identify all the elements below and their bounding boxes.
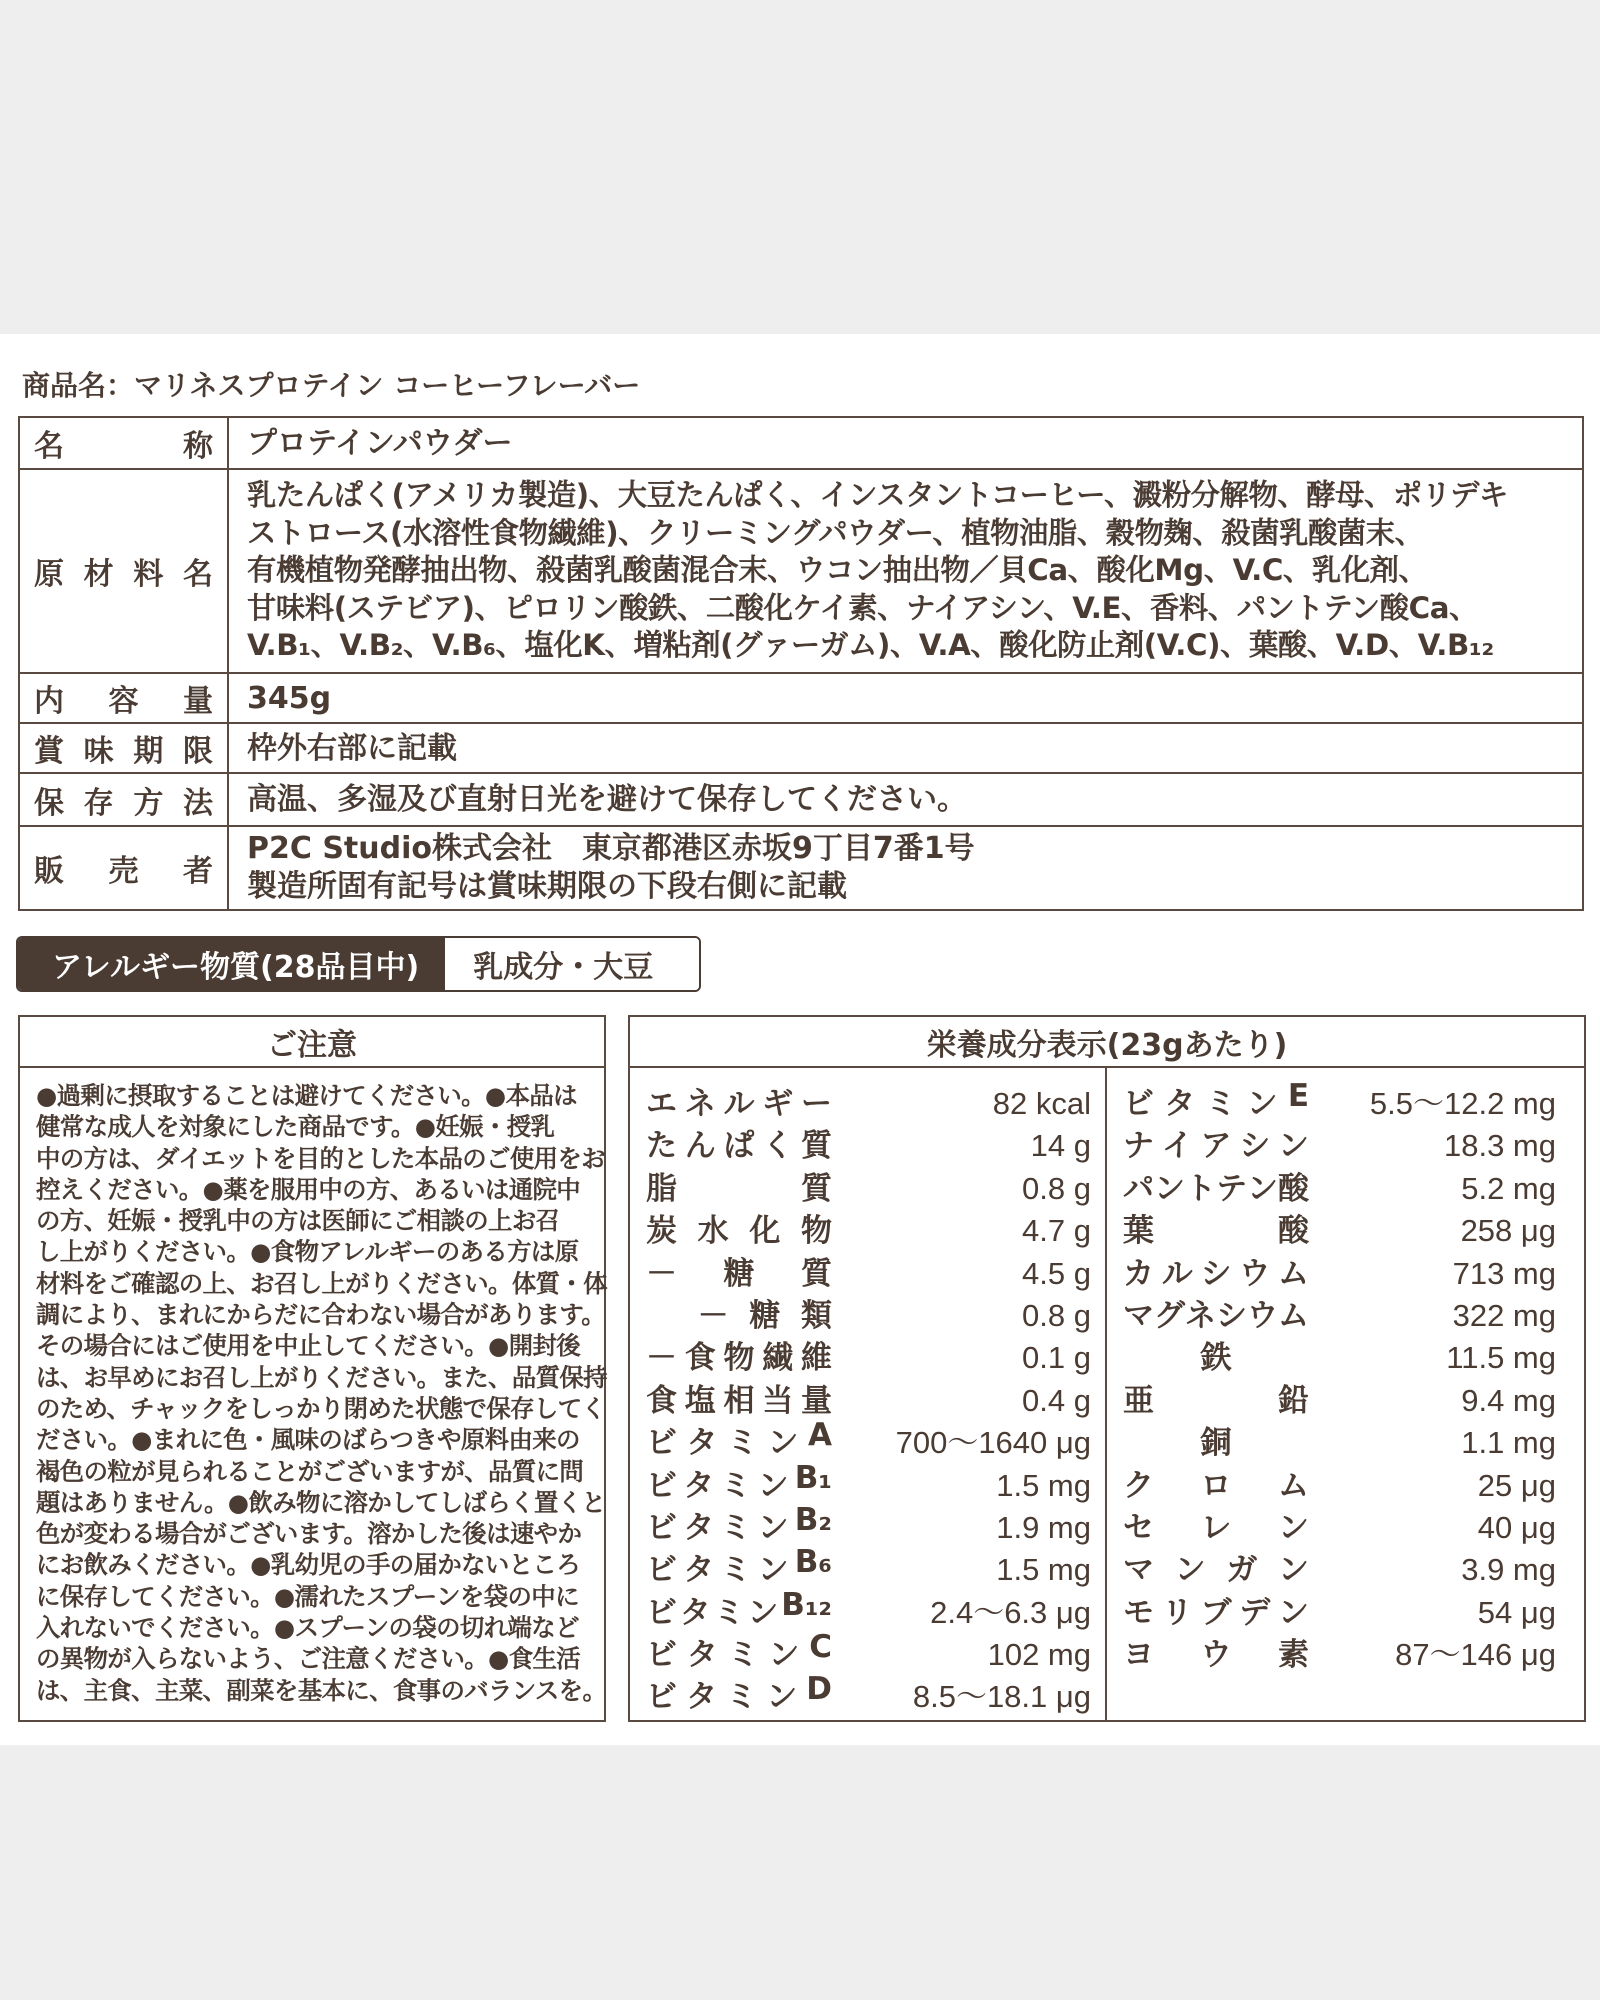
nutrition-row <box>1123 1629 1556 1674</box>
spec-label-char: 原 <box>34 557 64 592</box>
nutrient-name-char: ア <box>1200 1128 1232 1165</box>
nutrient-value: 258 μg <box>1460 1213 1556 1249</box>
nutrient-name <box>646 1460 832 1505</box>
nutrient-name-char: ウ <box>1200 1637 1232 1674</box>
nutrient-name-char: ン <box>1278 1128 1309 1165</box>
nutrient-name <box>1123 1544 1309 1589</box>
nutrient-name-char: ー <box>801 1086 832 1122</box>
notes-line: の方、妊娠・授乳中の方は医師にご相談の上お召 <box>36 1206 560 1236</box>
spec-value <box>228 417 1583 469</box>
nutrient-value: 9.4 mg <box>1461 1382 1556 1418</box>
spec-label-char: 量 <box>183 684 213 719</box>
spec-value-line: 有機植物発酵抽出物、殺菌乳酸菌混合末、ウコン抽出物／貝Ca、酸化Mg、V.C、乳化剤、 <box>247 553 1428 588</box>
nutrient-name-char: ミ <box>720 1467 752 1504</box>
nutrient-name <box>1123 1163 1309 1208</box>
nutrient-value: 1.9 mg <box>996 1509 1091 1545</box>
nutrient-name-char: － <box>646 1255 677 1292</box>
notes-line: ●過剰に摂取することは避けてください。●本品は <box>36 1081 577 1110</box>
nutrient-name-char: ガ <box>1226 1552 1258 1589</box>
nutrient-name-char: く <box>762 1128 794 1165</box>
spec-label <box>19 826 228 910</box>
nutrient-value: 40 μg <box>1477 1509 1556 1545</box>
spec-value-line: V.B₁、V.B₂、V.B₆、塩化K、増粘剤(グァーガム)、V.A、酸化防止剤(V.C)、葉酸、V.D、V.B₁₂ <box>247 628 1494 663</box>
nutrient-name-char: 類 <box>800 1297 832 1334</box>
nutrient-value: 18.3 mg <box>1443 1128 1556 1164</box>
nutrient-name-char: ウ <box>1239 1255 1271 1292</box>
nutrition-row <box>1123 1587 1556 1629</box>
spec-value-line: プロテインパウダー <box>247 425 513 461</box>
spec-value-line: 枠外右部に記載 <box>247 730 457 766</box>
nutrition-row <box>1123 1120 1556 1165</box>
spec-value <box>228 469 1583 673</box>
nutrient-name-char: 質 <box>801 1170 832 1207</box>
notes-line: ださい。●まれに色・風味のばらつきや原料由来の <box>36 1425 580 1455</box>
nutrient-value: 4.5 g <box>1022 1255 1091 1291</box>
nutrient-value: 1.1 mg <box>1461 1425 1556 1461</box>
nutrient-name-char: 量 <box>801 1382 832 1419</box>
nutrient-name-char: 糖 <box>749 1297 781 1334</box>
nutrient-name <box>646 1205 832 1250</box>
nutrient-name-char: ン <box>1154 1170 1185 1207</box>
nutrient-name-char <box>1123 1332 1154 1377</box>
nutrient-name-char: 亜 <box>1123 1382 1154 1419</box>
notes-line: は、お早めにお召し上がりください。また、品質保持 <box>36 1362 607 1392</box>
notes-box <box>18 1015 606 1722</box>
nutrition-row <box>646 1629 1091 1674</box>
nutrient-name <box>1123 1205 1309 1250</box>
nutrient-name-char: ン <box>1277 1552 1309 1589</box>
nutrient-name-char: 糖 <box>723 1255 755 1292</box>
notes-line: は、主食、主菜、副菜を基本に、食事のバランスを。 <box>36 1675 607 1705</box>
nutrient-name-char: ヨ <box>1123 1637 1154 1674</box>
nutrition-column-right <box>1107 1068 1584 1720</box>
nutrient-name-char: タ <box>683 1467 715 1504</box>
nutrient-name-char: 酸 <box>1278 1170 1309 1207</box>
nutrient-name-char: ビ <box>646 1637 677 1674</box>
nutrition-row <box>646 1375 1091 1417</box>
spec-label-char: 名 <box>34 429 64 464</box>
nutrient-name-char: ビ <box>646 1552 677 1589</box>
nutrient-name-char: シ <box>1216 1297 1247 1334</box>
notes-line: の異物が入らないよう、ご注意ください。●食生活 <box>36 1644 581 1674</box>
spec-label <box>19 417 228 469</box>
nutrient-value: 3.9 mg <box>1461 1552 1556 1588</box>
nutrient-value: 87〜146 μg <box>1395 1637 1556 1673</box>
nutrient-name-char: ト <box>1185 1170 1216 1207</box>
nutrient-name-char: タ <box>686 1637 718 1674</box>
nutrient-name-char: ミ <box>713 1594 745 1631</box>
spec-value-line: 製造所固有記号は賞味期限の下段右側に記載 <box>247 869 847 904</box>
nutrient-name-char: 繊 <box>762 1340 794 1377</box>
nutrient-name-char: － <box>646 1340 677 1377</box>
nutrient-name <box>646 1120 832 1165</box>
nutrient-name-char: タ <box>686 1425 718 1462</box>
nutrient-name-char: マ <box>1123 1552 1154 1589</box>
nutrient-value: 54 μg <box>1477 1594 1556 1630</box>
notes-line: 健常な成人を対象にした商品です。●妊娠・授乳 <box>36 1112 555 1142</box>
spec-label-char: 限 <box>182 734 213 769</box>
nutrient-name <box>646 1078 832 1123</box>
nutrition-row <box>646 1460 1091 1502</box>
notes-line: に保存してください。●濡れたスプーンを袋の中に <box>36 1581 579 1611</box>
nutrition-row <box>646 1205 1091 1250</box>
spec-value-line: P2C Studio株式会社 東京都港区赤坂9丁目7番1号 <box>247 831 975 866</box>
nutrient-name-char: 物 <box>723 1340 755 1377</box>
notes-line: 材料をご確認の上、お召し上がりください。体質・体 <box>36 1268 607 1298</box>
nutrient-name-char: ん <box>684 1128 716 1165</box>
notes-line: 調により、まれにからだに合わない場合があります。 <box>36 1300 606 1330</box>
spec-row-seller <box>19 826 1583 910</box>
notes-line: のため、チャックをしっかり閉めた状態で保存してく <box>36 1393 606 1423</box>
nutrient-name-char: D <box>806 1671 832 1708</box>
nutrient-name-char: ミ <box>720 1509 752 1546</box>
nutrient-name-char: ミ <box>726 1679 758 1716</box>
nutrient-name-char <box>1123 1417 1154 1462</box>
product-title: 商品名：マリネスプロテイン コーヒーフレーバー <box>22 369 641 402</box>
spec-label <box>19 673 228 723</box>
nutrient-name-char: ン <box>767 1425 799 1462</box>
nutrient-name-char: B₂ <box>794 1501 832 1538</box>
nutrient-name-char: グ <box>1154 1297 1185 1334</box>
nutrition-row <box>646 1502 1091 1544</box>
nutrient-name-char: セ <box>1123 1509 1154 1546</box>
spec-label-char: 販 <box>34 854 64 889</box>
nutrient-name-char: 食 <box>646 1382 677 1419</box>
nutrition-title: 栄養成分表示(23gあたり) <box>630 1017 1584 1068</box>
nutrient-name <box>646 1417 832 1462</box>
nutrient-name-char: ミ <box>720 1552 752 1589</box>
nutrient-value: 1.5 mg <box>996 1552 1091 1588</box>
spec-label <box>19 469 228 673</box>
nutrition-row <box>1123 1163 1556 1205</box>
nutrient-name-char: B₁₂ <box>781 1586 832 1623</box>
nutrient-name-char: 水 <box>697 1213 729 1250</box>
nutrient-name <box>1123 1417 1309 1462</box>
nutrient-name-char: ム <box>1278 1255 1309 1292</box>
nutrient-value: 8.5〜18.1 μg <box>912 1679 1091 1715</box>
spec-label-char: 賞 <box>34 734 64 769</box>
nutrient-value: 82 kcal <box>992 1086 1091 1121</box>
nutrient-value: 5.2 mg <box>1461 1170 1556 1206</box>
nutrient-name-char: 炭 <box>646 1213 677 1250</box>
notes-line: 中の方は、ダイエットを目的とした本品のご使用をお <box>36 1143 606 1173</box>
nutrient-name <box>1123 1629 1309 1674</box>
nutrition-row <box>646 1120 1091 1165</box>
nutrient-name-char: ル <box>1161 1255 1193 1292</box>
nutrient-name-char: 質 <box>801 1255 832 1292</box>
nutrient-name-char <box>1278 1417 1309 1462</box>
spec-label-char: 期 <box>133 734 164 769</box>
nutrient-name-char: イ <box>1161 1128 1193 1165</box>
nutrient-name <box>646 1163 832 1208</box>
nutrient-name-char: マ <box>1123 1297 1154 1334</box>
nutrient-name <box>1123 1587 1309 1632</box>
nutrient-name-char: ク <box>1123 1467 1154 1504</box>
nutrient-name-char: レ <box>1200 1509 1232 1546</box>
nutrient-name <box>1123 1502 1309 1547</box>
notes-line: 控えください。●薬を服用中の方、あるいは通院中 <box>36 1174 581 1204</box>
spec-label-char: 容 <box>108 684 139 719</box>
nutrient-name-char: C <box>809 1629 832 1666</box>
nutrient-name-char: ミ <box>727 1425 758 1462</box>
notes-line: 色が変わる場合がございます。溶かした後は速やか <box>36 1519 582 1549</box>
nutrition-row <box>1123 1205 1556 1250</box>
nutrient-name-char: ン <box>1246 1086 1278 1122</box>
spec-label-char: 味 <box>83 734 114 769</box>
nutrition-row <box>1123 1544 1556 1589</box>
allergy-value: 乳成分・大豆 <box>445 938 699 990</box>
top-background-band <box>0 0 1600 334</box>
spec-value-line: 高温、多湿及び直射日光を避けて保存してください。 <box>247 782 967 817</box>
nutrient-value: 11.5 mg <box>1446 1340 1556 1376</box>
nutrient-name-char: シ <box>1200 1255 1232 1292</box>
nutrition-row <box>646 1544 1091 1589</box>
spec-value <box>228 723 1583 773</box>
spec-value <box>228 673 1583 723</box>
nutrient-name-char <box>1278 1332 1309 1377</box>
spec-label-char: 法 <box>182 785 213 821</box>
nutrient-name-char: シ <box>1239 1128 1271 1165</box>
bottom-background-band <box>0 1745 1600 2000</box>
nutrient-name <box>646 1290 832 1335</box>
nutrient-name-char: ぱ <box>723 1128 755 1165</box>
notes-line: 題はありません。●飲み物に溶かしてしばらく置くと <box>36 1487 606 1517</box>
nutrient-name-char: ン <box>1174 1552 1206 1589</box>
nutrient-name-char: ビ <box>646 1594 677 1631</box>
spec-label-char: 名 <box>182 557 213 592</box>
nutrient-name-char: 食 <box>684 1340 716 1377</box>
nutrition-row <box>646 1671 1091 1716</box>
nutrient-name <box>1123 1248 1309 1293</box>
nutrient-name-char: 鉄 <box>1200 1340 1232 1377</box>
spec-label-char: 保 <box>34 785 64 821</box>
nutrient-value: 1.5 mg <box>996 1467 1091 1503</box>
nutrient-name-char: B₆ <box>794 1544 832 1581</box>
spec-value-line: 345g <box>247 680 332 716</box>
nutrient-name <box>1123 1332 1309 1377</box>
nutrition-row <box>1123 1248 1556 1290</box>
nutrient-name <box>1123 1460 1309 1505</box>
nutrient-name <box>646 1629 832 1674</box>
nutrient-name-char: 物 <box>800 1213 832 1250</box>
product-spec-table <box>18 416 1584 911</box>
spec-label-char: 称 <box>183 429 213 464</box>
nutrition-row <box>1123 1375 1556 1417</box>
nutrient-name-char: A <box>808 1417 832 1454</box>
nutrient-name-char: E <box>1287 1078 1309 1114</box>
nutrient-name-char: 素 <box>1278 1637 1309 1674</box>
nutrient-name-char: ン <box>747 1594 779 1631</box>
nutrient-name-char: 相 <box>723 1382 755 1419</box>
nutrition-column-left <box>630 1068 1107 1720</box>
nutrient-name-char: 当 <box>762 1382 794 1419</box>
nutrient-name-char: パ <box>1123 1170 1154 1207</box>
notes-line: 褐色の粒が見られることがございますが、品質に問 <box>36 1456 584 1486</box>
nutrient-name-char: ム <box>1278 1297 1309 1334</box>
nutrient-value: 713 mg <box>1452 1255 1556 1291</box>
nutrient-name-char: ネ <box>1185 1297 1216 1334</box>
nutrient-value: 322 mg <box>1452 1297 1556 1333</box>
nutrition-row <box>646 1290 1091 1332</box>
nutrient-name-char: 脂 <box>646 1170 677 1207</box>
spec-label-char: 内 <box>34 684 64 719</box>
nutrient-name-char: ン <box>757 1552 789 1589</box>
nutrient-name-char: テ <box>1216 1170 1247 1207</box>
nutrient-name-char: タ <box>679 1594 711 1631</box>
nutrient-name-char: ナ <box>1123 1128 1154 1165</box>
nutrient-name <box>646 1587 832 1632</box>
nutrition-row <box>1123 1460 1556 1502</box>
nutrient-name-char: ル <box>723 1086 755 1122</box>
nutrient-name-char: ロ <box>1200 1467 1232 1504</box>
nutrient-value: 25 μg <box>1477 1467 1556 1503</box>
allergy-label: アレルギー物質(28品目中) <box>18 938 445 990</box>
spec-label-char: 方 <box>133 785 164 821</box>
nutrient-value: 5.5〜12.2 mg <box>1369 1086 1556 1121</box>
nutrient-name-char: タ <box>686 1679 718 1716</box>
nutrient-name-char: 化 <box>749 1213 781 1250</box>
nutrient-name-char: ミ <box>1205 1086 1237 1122</box>
nutrient-name-char: ビ <box>646 1509 677 1546</box>
spec-value-line: ストロース(水溶性食物繊維)、クリーミングパウダー、植物油脂、穀物麹、殺菌乳酸菌末、 <box>247 515 1424 550</box>
nutrient-value: 0.1 g <box>1022 1340 1091 1376</box>
nutrition-row <box>646 1587 1091 1629</box>
notes-line: その場合にはご使用を中止してください。●開封後 <box>36 1331 581 1361</box>
nutrient-name <box>1123 1375 1309 1420</box>
nutrient-name-char: モ <box>1123 1594 1154 1631</box>
nutrition-row <box>1123 1332 1556 1377</box>
spec-value-line: 甘味料(ステビア)、ピロリン酸鉄、二酸化ケイ素、ナイアシン、V.E、香料、パントテン酸Ca、 <box>247 590 1478 625</box>
nutrient-name-char: エ <box>646 1086 677 1122</box>
nutrient-name-char: ビ <box>646 1425 677 1462</box>
nutrition-facts-box <box>628 1015 1586 1722</box>
nutrient-value: 0.8 g <box>1022 1170 1091 1206</box>
spec-row-name <box>19 417 1583 469</box>
nutrient-name-char: B₁ <box>794 1459 832 1496</box>
nutrient-name-char: タ <box>683 1552 715 1589</box>
nutrient-name-char: 酸 <box>1278 1213 1309 1250</box>
nutrient-name-char: ム <box>1278 1467 1309 1504</box>
nutrition-row <box>646 1417 1091 1462</box>
nutrient-value: 4.7 g <box>1022 1213 1091 1249</box>
spec-value <box>228 773 1583 826</box>
nutrition-row <box>646 1332 1091 1377</box>
spec-row-ingredients <box>19 469 1583 673</box>
nutrient-name <box>1123 1120 1309 1165</box>
spec-label <box>19 773 228 826</box>
nutrition-row <box>1123 1078 1556 1120</box>
nutrient-name-char: ウ <box>1247 1297 1278 1334</box>
nutrient-name <box>646 1671 832 1716</box>
nutrition-row <box>1123 1290 1556 1332</box>
nutrient-name <box>1123 1290 1309 1335</box>
nutrition-row <box>1123 1417 1556 1462</box>
nutrient-name-char: － <box>697 1297 729 1334</box>
nutrient-name-char: ン <box>1278 1594 1309 1631</box>
nutrient-name-char: ビ <box>646 1679 677 1716</box>
nutrient-name <box>646 1502 832 1547</box>
nutrition-row <box>646 1078 1091 1120</box>
nutrient-name-char: ブ <box>1200 1594 1232 1631</box>
nutrient-value: 0.4 g <box>1022 1382 1091 1418</box>
nutrient-name-char: 銅 <box>1200 1425 1232 1462</box>
nutrition-row <box>646 1248 1091 1290</box>
nutrient-value: 14 g <box>1030 1128 1091 1164</box>
nutrient-name-char: ン <box>1278 1509 1309 1546</box>
nutrient-name-char: 維 <box>801 1340 832 1377</box>
nutrient-name-char: ビ <box>646 1467 677 1504</box>
nutrient-name-char: 鉛 <box>1278 1382 1309 1419</box>
nutrient-name-char: ビ <box>1123 1086 1154 1122</box>
notes-line: にお飲みください。●乳幼児の手の届かないところ <box>36 1550 581 1580</box>
spec-label-char: 料 <box>133 557 164 592</box>
nutrient-name <box>646 1544 832 1589</box>
notes-body <box>20 1068 607 1706</box>
notes-title: ご注意 <box>20 1017 604 1068</box>
nutrient-name-char: タ <box>1164 1086 1196 1122</box>
nutrient-name-char: デ <box>1239 1594 1271 1631</box>
nutrient-name-char: 葉 <box>1123 1213 1154 1250</box>
spec-row-net-weight <box>19 673 1583 723</box>
nutrient-value: 700〜1640 μg <box>895 1425 1091 1461</box>
nutrition-row <box>1123 1502 1556 1544</box>
nutrient-name-char: リ <box>1161 1594 1193 1631</box>
spec-label <box>19 723 228 773</box>
nutrient-value: 2.4〜6.3 μg <box>930 1594 1091 1630</box>
nutrient-value: 102 mg <box>987 1637 1091 1673</box>
nutrient-name-char: ン <box>757 1509 789 1546</box>
nutrient-name-char: た <box>646 1128 677 1165</box>
spec-label-char: 売 <box>108 854 139 889</box>
spec-row-best-before <box>19 723 1583 773</box>
nutrient-name <box>646 1375 832 1420</box>
allergy-badge <box>16 936 701 992</box>
nutrient-name <box>646 1332 832 1377</box>
nutrient-name-char: 質 <box>801 1128 832 1165</box>
notes-line: し上がりください。●食物アレルギーのある方は原 <box>36 1237 579 1267</box>
nutrient-name-char: ン <box>768 1637 800 1674</box>
nutrient-name-char: ン <box>757 1467 789 1504</box>
nutrient-name-char: ン <box>1247 1170 1278 1207</box>
nutrient-name <box>1123 1078 1309 1123</box>
nutrient-name-char <box>646 1290 677 1335</box>
nutrient-name-char: 塩 <box>684 1382 716 1419</box>
spec-value-line: 乳たんぱく(アメリカ製造)、大豆たんぱく、インスタントコーヒー、澱粉分解物、酵母、ポリデキ <box>247 478 1508 513</box>
nutrient-name-char: ミ <box>727 1637 759 1674</box>
nutrient-name-char: タ <box>683 1509 715 1546</box>
spec-value <box>228 826 1583 910</box>
nutrient-name-char: ギ <box>762 1086 794 1122</box>
spec-label-char: 材 <box>83 557 114 592</box>
nutrient-name-char: カ <box>1123 1255 1154 1292</box>
nutrient-name-char: ン <box>766 1679 798 1716</box>
nutrition-row <box>646 1163 1091 1205</box>
nutrient-value: 0.8 g <box>1022 1297 1091 1333</box>
nutrient-name-char: ネ <box>684 1086 716 1122</box>
spec-label-char: 者 <box>183 854 213 889</box>
nutrient-name <box>646 1248 832 1293</box>
spec-row-storage <box>19 773 1583 826</box>
spec-label-char: 存 <box>83 785 114 821</box>
notes-line: 入れないでください。●スプーンの袋の切れ端など <box>36 1613 579 1643</box>
